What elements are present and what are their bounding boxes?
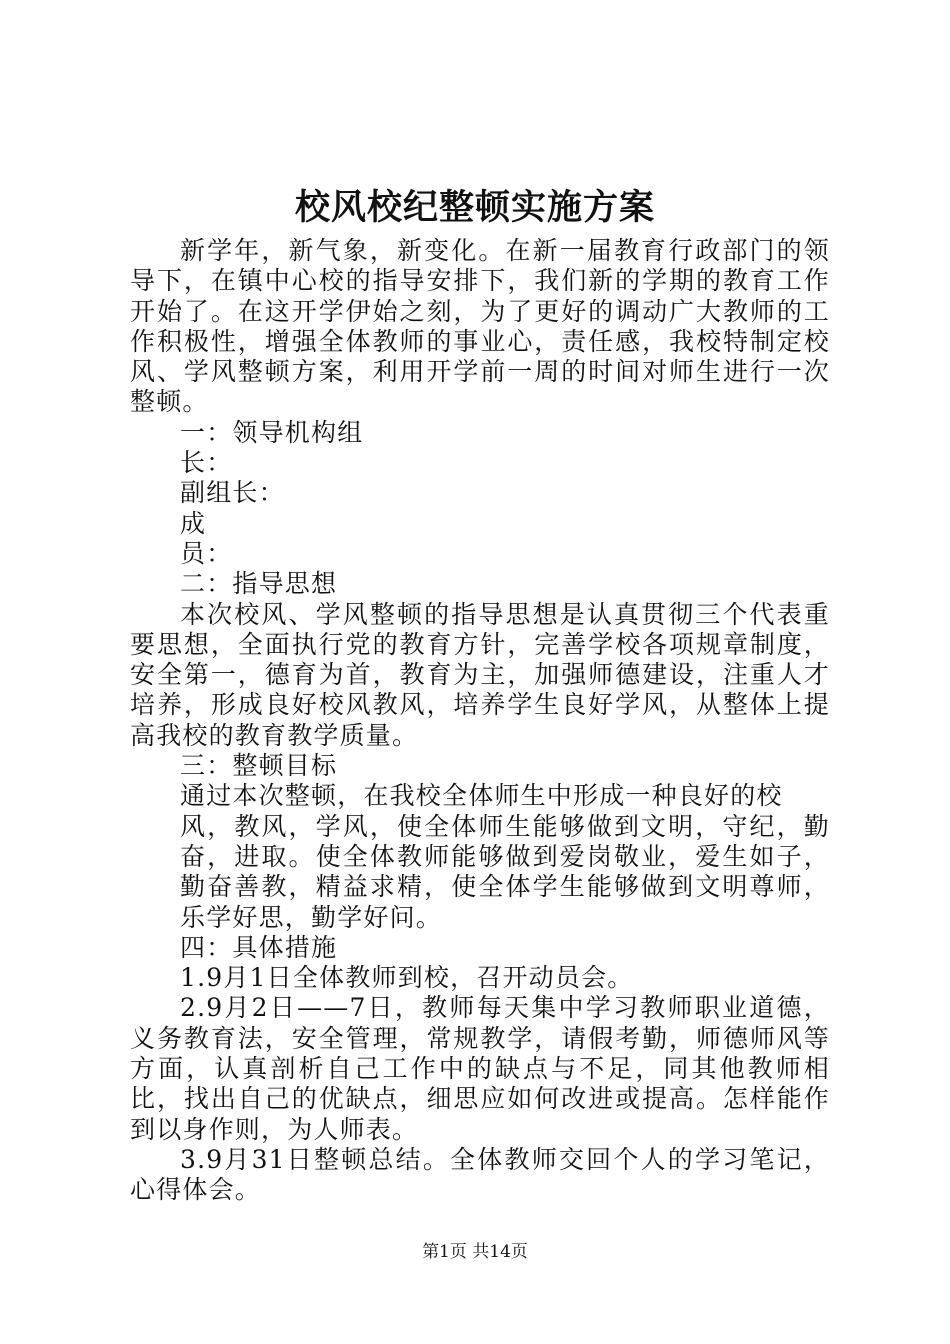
section-heading-guiding-thought: 二：指导思想: [180, 569, 338, 599]
section-heading-measures: 四：具体措施: [180, 932, 338, 962]
member-line-part1: 成: [180, 508, 207, 538]
leader-line: 长：: [180, 448, 233, 478]
measure-item-1: 1.9月1日全体教师到校，召开动员会。: [180, 963, 634, 993]
section-heading-leadership: 一：领导机构组: [180, 417, 364, 447]
measure-item-2: 2.9月2日——7日，教师每天集中学习教师职业道德，义务教育法，安全管理，常规教学，请假考勤，师德师风等方面，认真剖析自己工作中的缺点与不足，同其他教师相比，找出自己的优缺点，细思应如何改进或提高。怎样能作到以身作则，为人师表。: [130, 993, 830, 1144]
goals-paragraph: 风，教风，学风，使全体师生能够做到文明，守纪，勤奋，进取。使全体教师能够做到爱岗敬业，爱生如子，勤奋善教，精益求精，使全体学生能够做到文明尊师，乐学好思，勤学好问。: [180, 811, 830, 932]
page-footer: 第1页 共14页: [422, 1242, 528, 1262]
document-body: [130, 236, 830, 1206]
goals-line: 通过本次整顿，在我校全体师生中形成一种良好的校: [180, 781, 783, 811]
guiding-thought-paragraph: 本次校风、学风整顿的指导思想是认真贯彻三个代表重要思想，全面执行党的教育方针，完善学校各项规章制度，安全第一，德育为首，教育为主，加强师德建设，注重人才培养，形成良好校风教风，培养学生良好学风，从整体上提高我校的教育教学质量。: [130, 599, 830, 750]
measure-item-3: 3.9月31日整顿总结。全体教师交回个人的学习笔记，心得体会。: [130, 1144, 830, 1205]
deputy-leader-line: 副组长：: [180, 478, 285, 508]
intro-paragraph: 新学年，新气象，新变化。在新一届教育行政部门的领导下，在镇中心校的指导安排下，我们新的学期的教育工作开始了。在这开学伊始之刻，为了更好的调动广大教师的工作积极性，增强全体教师的事业心，责任感，我校特制定校风、学风整顿方案，利用开学前一周的时间对师生进行一次整顿。: [130, 236, 830, 417]
member-line-part2: 员：: [180, 538, 233, 568]
document-title: 校风校纪整顿实施方案: [294, 187, 655, 228]
section-heading-goals: 三：整顿目标: [180, 751, 338, 781]
